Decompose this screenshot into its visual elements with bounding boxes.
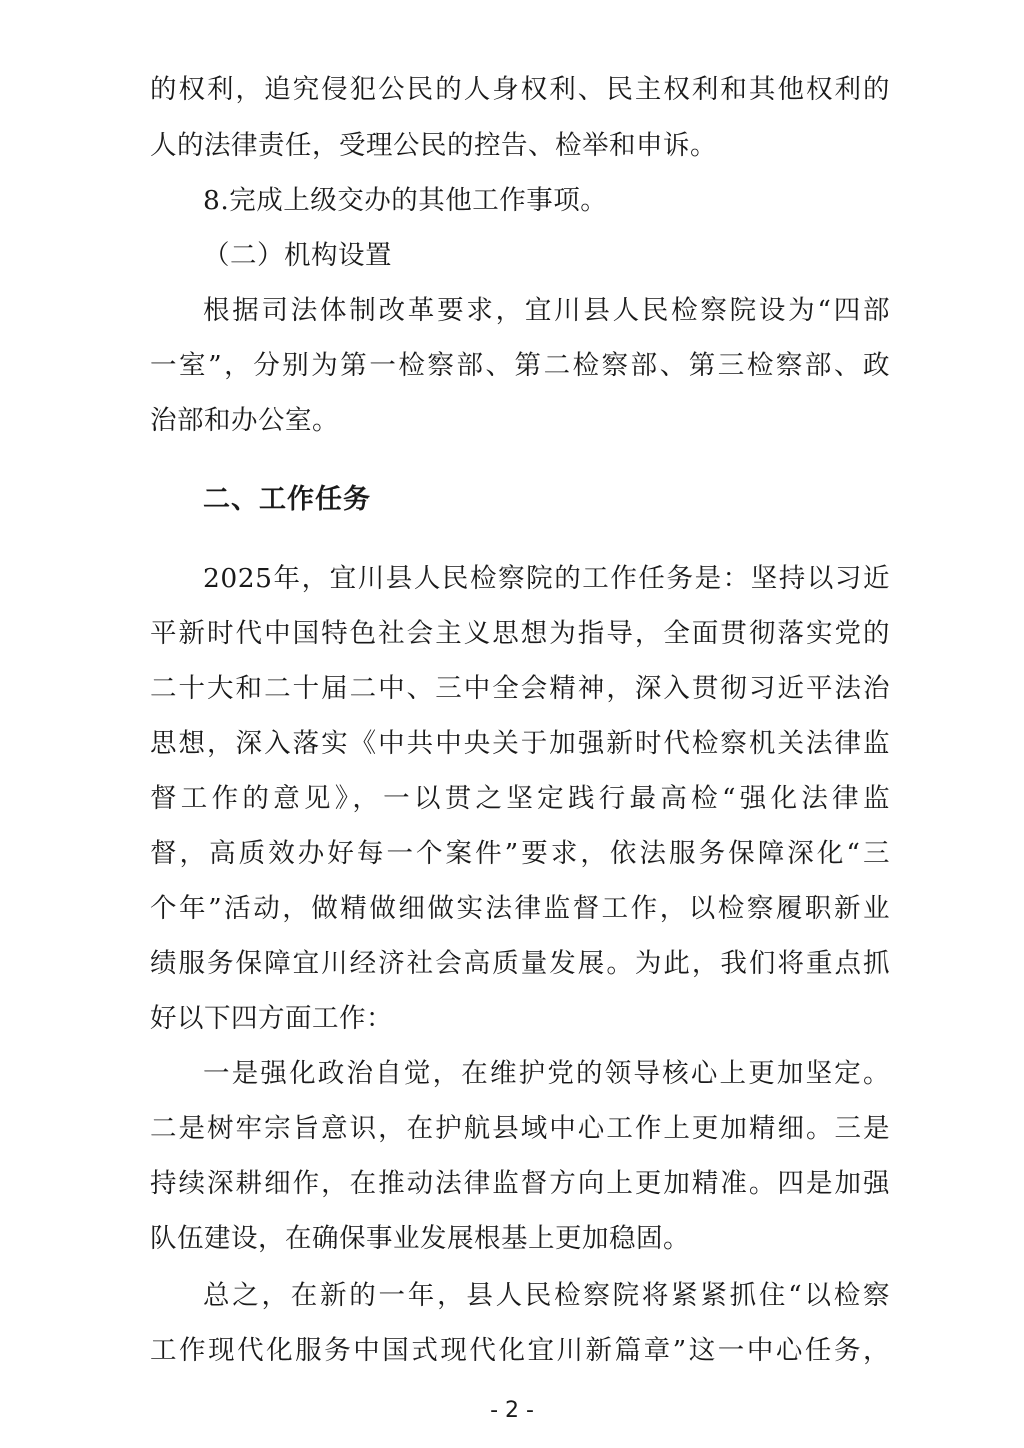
body-text-line: 督，高质效办好每一个案件”要求，依法服务保障深化“三 <box>150 838 890 869</box>
body-text-line: 人的法律责任，受理公民的控告、检举和申诉。 <box>150 130 717 161</box>
body-text-line: 工作现代化服务中国式现代化宜川新篇章”这一中心任务， <box>150 1335 890 1366</box>
body-text-line: 平新时代中国特色社会主义思想为指导，全面贯彻落实党的 <box>150 618 890 649</box>
body-text-line: 一是强化政治自觉，在维护党的领导核心上更加坚定。 <box>203 1058 890 1089</box>
body-text-line: 持续深耕细作，在推动法律监督方向上更加精准。四是加强 <box>150 1168 890 1199</box>
body-text-line: 督工作的意见》，一以贯之坚定践行最高检“强化法律监 <box>150 783 890 814</box>
body-text-line: 一室”，分别为第一检察部、第二检察部、第三检察部、政 <box>150 350 890 381</box>
body-text-line: 2025年，宜川县人民检察院的工作任务是：坚持以习近 <box>203 563 890 594</box>
body-text-line: 好以下四方面工作： <box>150 1003 393 1034</box>
list-item-8: 8.完成上级交办的其他工作事项。 <box>203 185 608 216</box>
body-text-line: 总之，在新的一年，县人民检察院将紧紧抓住“以检察 <box>203 1280 890 1311</box>
section-heading: 二、工作任务 <box>203 484 371 515</box>
subsection-heading: （二）机构设置 <box>203 240 392 271</box>
body-text-line: 个年”活动，做精做细做实法律监督工作，以检察履职新业 <box>150 893 890 924</box>
body-text-line: 治部和办公室。 <box>150 405 339 436</box>
body-text-line: 二是树牢宗旨意识，在护航县域中心工作上更加精细。三是 <box>150 1113 890 1144</box>
body-text-line: 绩服务保障宜川经济社会高质量发展。为此，我们将重点抓 <box>150 948 890 979</box>
body-text-line: 思想，深入落实《中共中央关于加强新时代检察机关法律监 <box>150 728 890 759</box>
page-number: - 2 - <box>490 1398 534 1423</box>
body-text-line: 队伍建设，在确保事业发展根基上更加稳固。 <box>150 1223 690 1254</box>
body-text-line: 根据司法体制改革要求，宜川县人民检察院设为“四部 <box>203 295 890 326</box>
body-text-line: 二十大和二十届二中、三中全会精神，深入贯彻习近平法治 <box>150 673 890 704</box>
body-text-line: 的权利，追究侵犯公民的人身权利、民主权利和其他权利的 <box>150 74 890 105</box>
